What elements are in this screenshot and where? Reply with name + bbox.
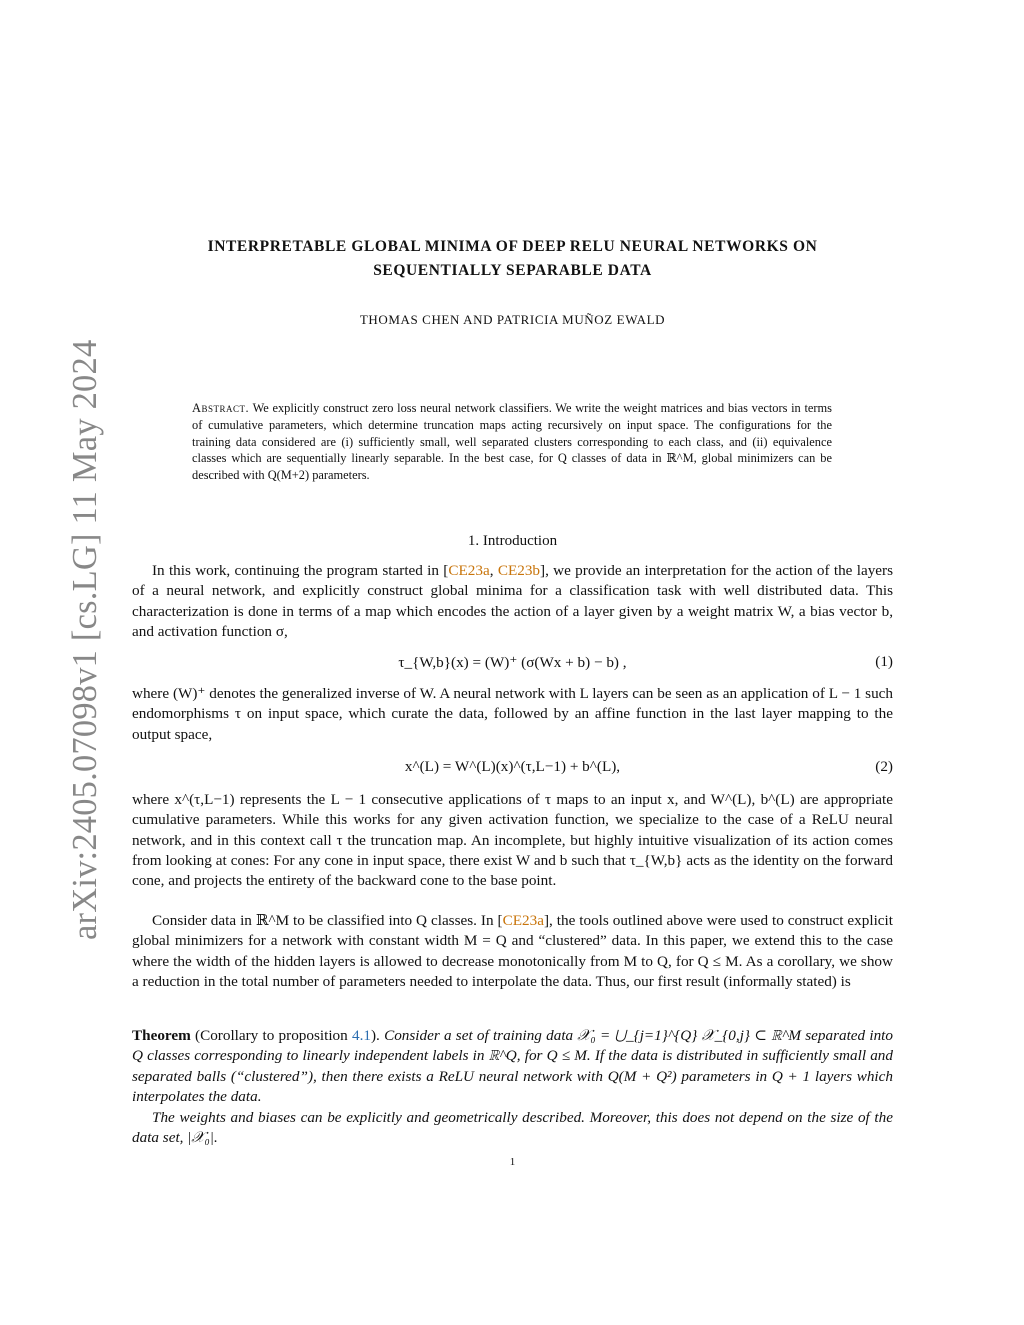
p1-sep: , — [489, 562, 498, 579]
title-line-1: INTERPRETABLE GLOBAL MINIMA OF DEEP RELU NEURAL NETWORKS ON — [207, 238, 818, 255]
intro-paragraph-1 — [132, 561, 893, 642]
p4-text-a: Consider data in ℝ^M to be classified into Q classes. In [ — [152, 912, 503, 929]
p1-text-a: In this work, continuing the program started in [ — [152, 562, 449, 579]
theorem-followup-text: The weights and biases can be explicitly and geometrically described. Moreover, this does not depend on the size of the data set, |𝒳₀|. — [132, 1109, 893, 1147]
theorem-followup — [132, 1108, 893, 1149]
equation-1-number: (1) — [875, 653, 893, 670]
paper-title — [132, 235, 893, 283]
intro-paragraph-4 — [132, 911, 893, 992]
theorem-label: Theorem — [132, 1027, 191, 1044]
theorem-block — [132, 1026, 893, 1107]
title-line-2: SEQUENTIALLY SEPARABLE DATA — [373, 262, 652, 279]
section-heading: 1. Introduction — [467, 533, 558, 549]
abstract — [192, 400, 832, 484]
arxiv-identifier: arXiv:2405.07098v1 [cs.LG] 11 May 2024 — [66, 339, 104, 940]
intro-paragraph-2: where (W)⁺ denotes the generalized inverse of W. A neural network with L layers can be seen as an application of L − 1 such endomorphisms τ on input space, which curate the data, followed by an affine function in the last layer mapping to the output space, — [132, 685, 893, 743]
arxiv-identifier-margin — [20, 339, 104, 940]
proposition-ref[interactable]: 4.1 — [351, 1027, 371, 1044]
equation-2-body: x^(L) = W^(L)(x)^(τ,L−1) + b^(L), — [404, 758, 621, 775]
page-number: 1 — [509, 1156, 516, 1168]
abstract-label: Abstract. — [192, 401, 250, 415]
citation-ce23a[interactable]: CE23a — [448, 562, 490, 579]
p1-text-b: ], we provide an interpretation for the action of the layers of a neural network, and explicitly construct global minima for a classification task with well distributed data. This characterization is done in terms of a map which encodes the action of a layer given by a weight matrix W, a bias vector b, and activation function σ, — [132, 562, 893, 640]
p4-text-b: ], the tools outlined above were used to construct explicit global minimizers for a network with constant width M = Q and “clustered” data. In this paper, we extend this to the case where the width of the hidden layers is allowed to decrease monotonically from M to Q, for Q ≤ M. As a corollary, we show a reduction in the total number of parameters needed to interpolate the data. Thus, our first result (informally stated) is — [132, 912, 893, 990]
theorem-paren-a: (Corollary to proposition — [195, 1027, 352, 1044]
abstract-text: We explicitly construct zero loss neural network classifiers. We write the weight matrices and bias vectors in terms of cumulative parameters, which determine truncation maps acting recursively on input space. The configurations for the training data considered are (i) sufficiently small, well separated clusters corresponding to each class, and (ii) equivalence classes which are sequentially linearly separable. In the best case, for Q classes of data in ℝ^M, global minimizers can be described with Q(M+2) parameters. — [192, 401, 832, 483]
intro-paragraph-3: where x^(τ,L−1) represents the L − 1 consecutive applications of τ maps to an input x, and W^(L), b^(L) are appropriate cumulative parameters. While this works for any given activation function, we specialize to the case of a ReLU neural network, and in this context call τ the truncation map. An incomplete, but highly intuitive visualization of its action comes from looking at cones: For any cone in input space, there exist W and b such that τ_{W,b} acts as the identity on the forward cone, and projects the entirety of the backward cone to the base point. — [132, 791, 893, 890]
citation-ce23b[interactable]: CE23b — [497, 562, 541, 579]
citation-ce23a-2[interactable]: CE23a — [502, 912, 544, 929]
authors: THOMAS CHEN AND PATRICIA MUÑOZ EWALD — [359, 312, 666, 327]
equation-1-body: τ_{W,b}(x) = (W)⁺ (σ(Wx + b) − b) , — [398, 654, 627, 671]
equation-2-number: (2) — [875, 758, 893, 775]
theorem-statement: Consider a set of training data 𝒳₀ = ⋃_{j=1}^{Q} 𝒳_{0,j} ⊂ ℝ^M separated into Q classes corresponding to linearly independent labels in ℝ^Q, for Q ≤ M. If the data is distributed in sufficiently small and separated balls (“clustered”), then there exists a ReLU neural network with Q(M + Q²) parameters in Q + 1 layers which interpolates the data. — [132, 1027, 893, 1105]
theorem-paren-b: ). — [370, 1027, 380, 1044]
